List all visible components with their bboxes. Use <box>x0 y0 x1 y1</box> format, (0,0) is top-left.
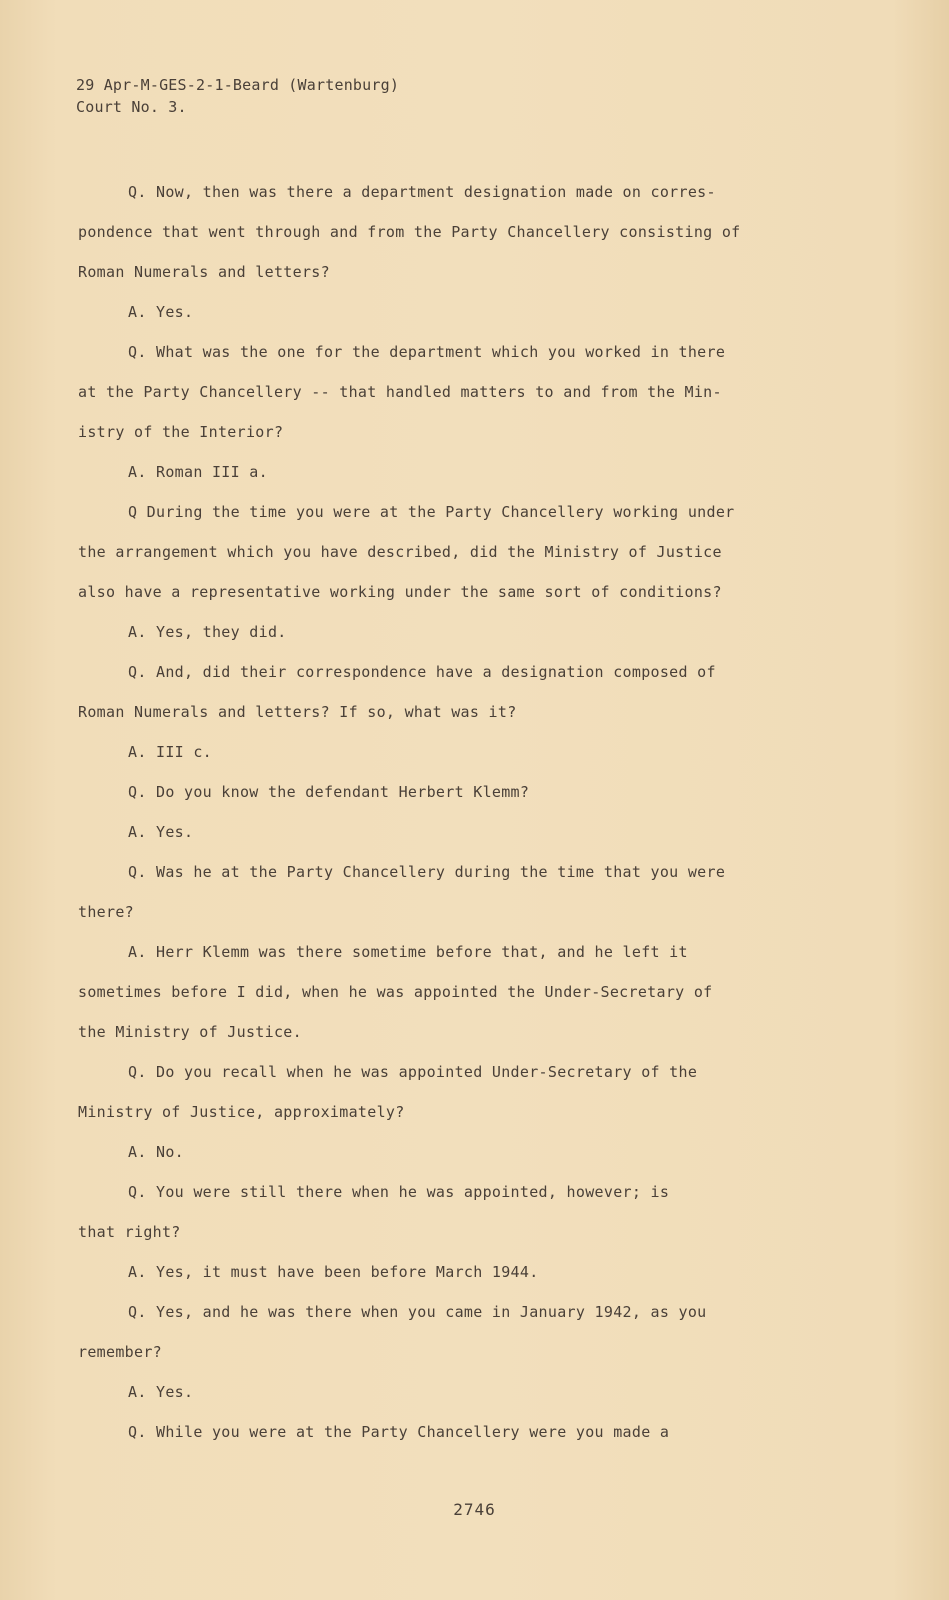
header-case-line: 29 Apr-M-GES-2-1-Beard (Wartenburg) <box>76 76 400 94</box>
transcript-line: istry of the Interior? <box>78 423 284 441</box>
transcript-line: there? <box>78 903 134 921</box>
transcript-line: Q. Was he at the Party Chancellery during the time that you were <box>128 863 726 881</box>
transcript-line: Q. Do you know the defendant Herbert Klemm? <box>128 783 530 801</box>
header-court-line: Court No. 3. <box>76 98 187 116</box>
transcript-line: Roman Numerals and letters? <box>78 263 330 281</box>
transcript-line: Q. While you were at the Party Chancellery were you made a <box>128 1423 670 1441</box>
transcript-line: Ministry of Justice, approximately? <box>78 1103 405 1121</box>
transcript-line: A. III c. <box>128 743 212 761</box>
transcript-line: Q During the time you were at the Party Chancellery working under <box>128 503 735 521</box>
transcript-line: at the Party Chancellery -- that handled matters to and from the Min- <box>78 383 722 401</box>
transcript-line: Q. What was the one for the department which you worked in there <box>128 343 726 361</box>
transcript-line: A. Yes. <box>128 823 194 841</box>
transcript-line: A. Yes, it must have been before March 1944. <box>128 1263 539 1281</box>
transcript-line: A. No. <box>128 1143 184 1161</box>
transcript-line: Q. Yes, and he was there when you came in January 1942, as you <box>128 1303 707 1321</box>
transcript-line: that right? <box>78 1223 181 1241</box>
transcript-line: Q. Do you recall when he was appointed Under-Secretary of the <box>128 1063 698 1081</box>
transcript-line: the arrangement which you have described, did the Ministry of Justice <box>78 543 722 561</box>
transcript-line: Q. You were still there when he was appointed, however; is <box>128 1183 670 1201</box>
transcript-line: A. Yes, they did. <box>128 623 287 641</box>
transcript-line: sometimes before I did, when he was appointed the Under-Secretary of <box>78 983 713 1001</box>
transcript-line: also have a representative working under the same sort of conditions? <box>78 583 722 601</box>
transcript-line: Roman Numerals and letters? If so, what was it? <box>78 703 517 721</box>
transcript-line: A. Yes. <box>128 1383 194 1401</box>
transcript-line: pondence that went through and from the Party Chancellery consisting of <box>78 223 741 241</box>
document-header <box>76 74 399 118</box>
transcript-line: A. Roman III a. <box>128 463 268 481</box>
page-number: 2746 <box>453 1500 496 1519</box>
transcript-line: Q. Now, then was there a department designation made on corres- <box>128 183 716 201</box>
transcript-line: remember? <box>78 1343 162 1361</box>
transcript-line: A. Yes. <box>128 303 194 321</box>
transcript-line: the Ministry of Justice. <box>78 1023 302 1041</box>
transcript-line: A. Herr Klemm was there sometime before that, and he left it <box>128 943 688 961</box>
transcript-line: Q. And, did their correspondence have a designation composed of <box>128 663 716 681</box>
transcript-body <box>78 172 818 1452</box>
